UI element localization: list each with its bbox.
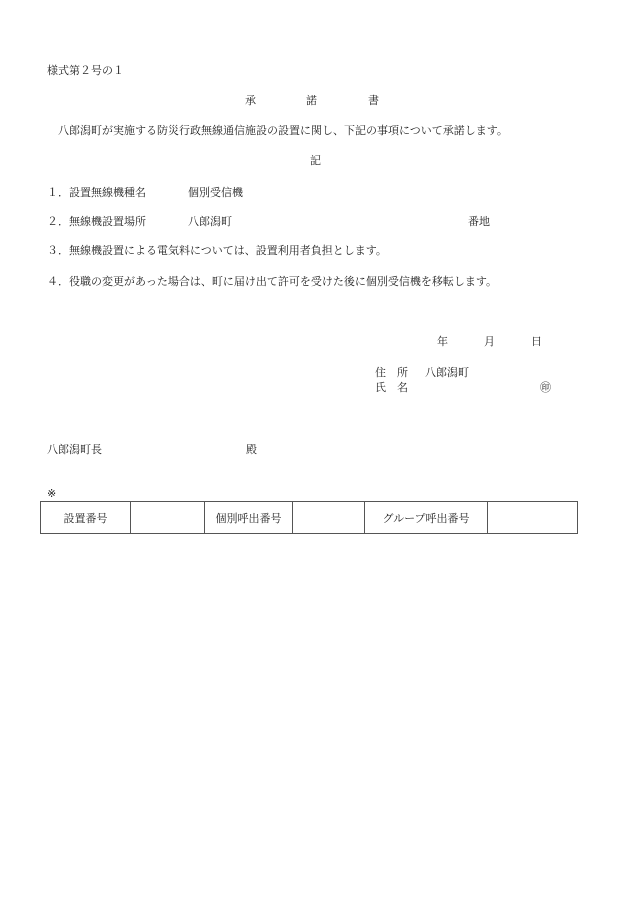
date-month: 月: [484, 335, 495, 348]
date-day: 日: [531, 335, 542, 348]
registration-table: [40, 501, 578, 534]
note-mark: ※: [47, 487, 57, 500]
addressee-honorific: 殿: [246, 443, 257, 456]
item-4: ４．役職の変更があった場合は、町に届け出て許可を受けた後に個別受信機を移転します。: [47, 275, 498, 288]
date-year: 年: [437, 335, 448, 348]
individual-call-number-label: 個別呼出番号: [205, 502, 293, 534]
seal-mark: ㊞: [540, 381, 551, 394]
group-call-number-value[interactable]: [488, 502, 578, 534]
individual-call-number-value[interactable]: [293, 502, 365, 534]
item-1: １．設置無線機種名: [47, 186, 146, 199]
addressee-name: 八郎潟町長: [47, 443, 102, 456]
group-call-number-label: グループ呼出番号: [365, 502, 488, 534]
address-value: 八郎潟町: [425, 366, 469, 379]
item-3: ３．無線機設置による電気料については、設置利用者負担とします。: [47, 244, 387, 257]
form-number: 様式第２号の１: [47, 64, 124, 77]
name-label: 氏 名: [375, 381, 408, 394]
item-2-value: 八郎潟町: [188, 215, 232, 228]
table-row: [41, 502, 578, 534]
install-number-label: 設置番号: [41, 502, 131, 534]
title-char: 承: [245, 94, 256, 107]
intro-text: 八郎潟町が実施する防災行政無線通信施設の設置に関し、下記の事項について承諾します。: [58, 124, 508, 137]
address-label: 住 所: [375, 366, 408, 379]
item-1-value: 個別受信機: [188, 186, 243, 199]
title-char: 諾: [306, 94, 317, 107]
item-2: ２．無線機設置場所: [47, 215, 146, 228]
install-number-value[interactable]: [131, 502, 205, 534]
ki-heading: 記: [310, 154, 321, 167]
title-char: 書: [368, 94, 379, 107]
item-2-suffix: 番地: [468, 215, 490, 228]
